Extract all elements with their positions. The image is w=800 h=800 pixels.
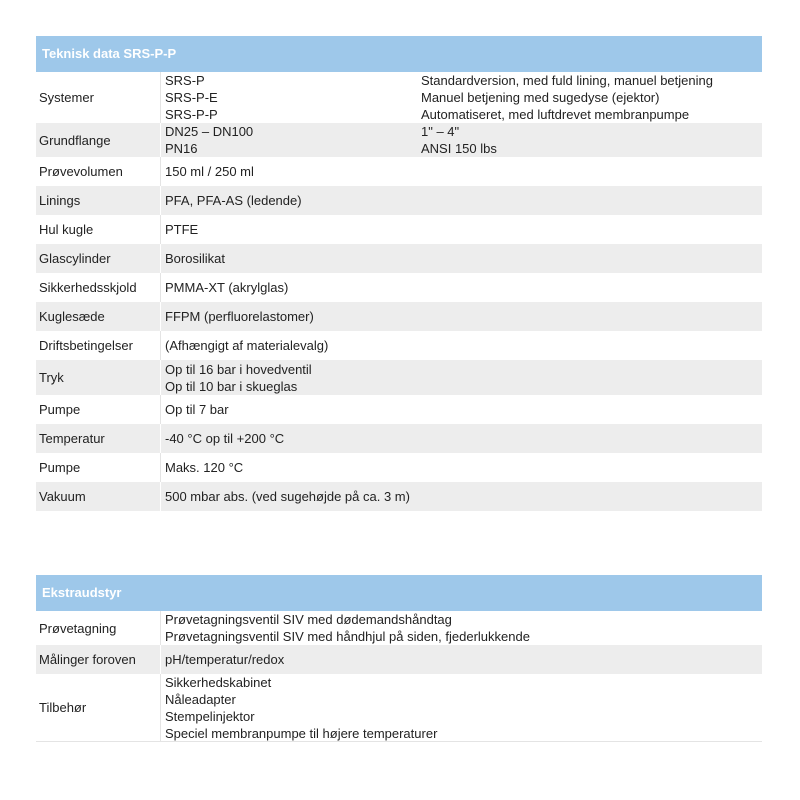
row-value — [161, 337, 421, 354]
detail-line: ANSI 150 lbs — [421, 141, 497, 156]
table-row — [36, 186, 762, 215]
row-label: Systemer — [36, 72, 161, 123]
row-label: Prøvevolumen — [36, 157, 161, 186]
table-row — [36, 453, 762, 482]
value-line: pH/temperatur/redox — [165, 652, 285, 667]
value-line: -40 °C op til +200 °C — [165, 431, 285, 446]
table-row — [36, 424, 762, 453]
row-label: Vakuum — [36, 482, 161, 511]
value-line: DN25 – DN100 — [165, 124, 254, 139]
row-label: Pumpe — [36, 395, 161, 424]
value-line: SRS-P — [165, 73, 205, 88]
technical-data-rows — [36, 72, 762, 511]
table-row — [36, 157, 762, 186]
value-line: Sikkerhedskabinet — [165, 674, 272, 690]
row-label: Tilbehør — [36, 674, 161, 741]
accessories-rows — [36, 611, 762, 742]
table-row — [36, 645, 762, 674]
row-value — [161, 361, 421, 395]
table-row — [36, 482, 762, 511]
value-line: (Afhængigt af materialevalg) — [165, 338, 329, 353]
value-line: Op til 16 bar i hovedventil — [165, 361, 312, 377]
value-line: Borosilikat — [165, 251, 225, 266]
table-row — [36, 302, 762, 331]
row-detail — [421, 123, 758, 157]
value-line: Maks. 120 °C — [165, 460, 244, 475]
value-line: Stempelinjektor — [165, 708, 255, 724]
row-value — [161, 401, 421, 418]
row-value — [161, 651, 761, 668]
accessories-table — [36, 575, 762, 742]
table-row — [36, 215, 762, 244]
row-label: Grundflange — [36, 123, 161, 157]
row-label: Temperatur — [36, 424, 161, 453]
row-label: Linings — [36, 186, 161, 215]
value-line: Nåleadapter — [165, 691, 236, 707]
value-line: 500 mbar abs. (ved sugehøjde på ca. 3 m) — [165, 489, 410, 504]
row-label: Tryk — [36, 360, 161, 395]
row-label: Driftsbetingelser — [36, 331, 161, 360]
row-label: Prøvetagning — [36, 611, 161, 645]
table-row — [36, 395, 762, 424]
row-label: Hul kugle — [36, 215, 161, 244]
value-line: PTFE — [165, 222, 199, 237]
row-value — [161, 123, 421, 157]
row-value — [161, 279, 421, 296]
table-row — [36, 360, 762, 395]
row-value — [161, 221, 421, 238]
detail-line: Manuel betjening med sugedyse (ejektor) — [421, 90, 660, 105]
detail-line: Standardversion, med fuld lining, manuel betjening — [421, 73, 713, 88]
row-value — [161, 488, 421, 505]
row-value — [161, 459, 421, 476]
value-line: Prøvetagningsventil SIV med håndhjul på siden, fjederlukkende — [165, 629, 530, 644]
row-value — [161, 72, 421, 123]
detail-line: Automatiseret, med luftdrevet membranpumpe — [421, 107, 690, 122]
value-line: Prøvetagningsventil SIV med dødemandshåndtag — [165, 612, 452, 627]
row-label: Pumpe — [36, 453, 161, 482]
row-label: Målinger foroven — [36, 645, 161, 674]
row-label: Kuglesæde — [36, 302, 161, 331]
table-row — [36, 72, 762, 123]
value-line: PMMA-XT (akrylglas) — [165, 280, 289, 295]
row-value — [161, 674, 761, 742]
table-row — [36, 674, 762, 742]
technical-data-title: Teknisk data SRS-P-P — [36, 36, 762, 72]
value-line: FFPM (perfluorelastomer) — [165, 309, 314, 324]
row-value — [161, 308, 421, 325]
row-value — [161, 192, 421, 209]
row-label: Sikkerhedsskjold — [36, 273, 161, 302]
row-value — [161, 430, 421, 447]
value-line: PFA, PFA-AS (ledende) — [165, 193, 302, 208]
accessories-title: Ekstraudstyr — [36, 575, 762, 611]
value-line: Op til 10 bar i skueglas — [165, 378, 298, 394]
value-line: SRS-P-P — [165, 107, 218, 122]
technical-data-table — [36, 36, 762, 511]
value-line: 150 ml / 250 ml — [165, 164, 254, 179]
row-value — [161, 163, 421, 180]
table-row — [36, 244, 762, 273]
value-line: PN16 — [165, 141, 198, 156]
value-line: Speciel membranpumpe til højere temperaturer — [165, 725, 438, 741]
table-row — [36, 123, 762, 157]
value-line: Op til 7 bar — [165, 402, 229, 417]
row-detail — [421, 72, 758, 123]
table-row — [36, 273, 762, 302]
row-value — [161, 611, 761, 645]
detail-line: 1" – 4" — [421, 124, 460, 139]
row-value — [161, 250, 421, 267]
row-label: Glascylinder — [36, 244, 161, 273]
table-row — [36, 611, 762, 645]
value-line: SRS-P-E — [165, 90, 218, 105]
table-row — [36, 331, 762, 360]
